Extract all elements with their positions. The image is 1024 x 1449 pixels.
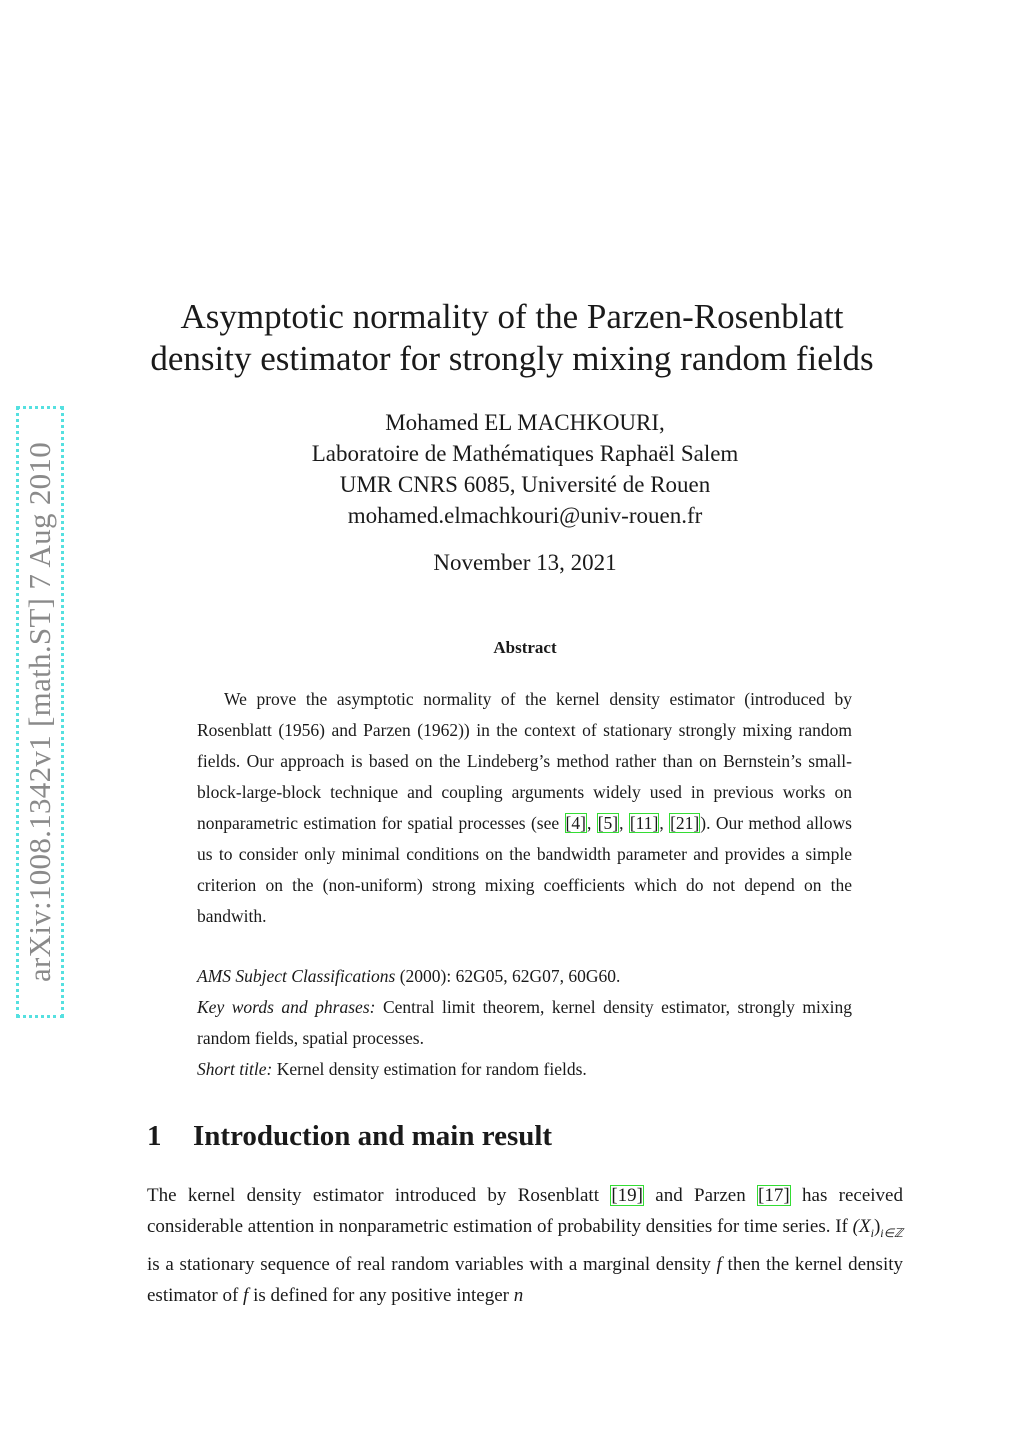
- ams-label: AMS Subject Classifications: [197, 966, 396, 986]
- abstract-text-part-1: We prove the asymptotic normality of the kernel density estimator (introduced by Rosenblatt (1956) and Parzen (1962)) in the context of stationary strongly mixing random fields. Our approach is based on the Lindeberg’s method rather than on Bernstein’s small-block-large-block technique and coupling arguments widely used in previous works on nonparametric estimation for spatial processes (see: [197, 689, 852, 833]
- math-f: f: [716, 1253, 722, 1275]
- math-paren: ): [873, 1216, 881, 1237]
- intro-text: is a stationary sequence of real random variables with a marginal density: [147, 1253, 717, 1275]
- intro-text: and Parzen: [643, 1185, 758, 1206]
- intro-text: is defined for any positive integer: [248, 1284, 514, 1306]
- citation-separator: ,: [659, 813, 670, 833]
- math-sequence: [852, 1216, 903, 1240]
- ams-classification: [197, 961, 852, 992]
- arxiv-identifier: arXiv:1008.1342v1 [math.ST] 7 Aug 2010: [22, 441, 57, 983]
- math-f: f: [243, 1284, 249, 1306]
- citation-link-17[interactable]: [17]: [758, 1185, 790, 1206]
- paper-title-line-2: density estimator for strongly mixing random fields: [150, 339, 874, 378]
- math-x: (X: [852, 1216, 871, 1237]
- intro-text: then the kernel density estimator of: [147, 1253, 904, 1306]
- abstract-text-part-2: ). Our method allows us to consider only minimal conditions on the bandwidth parameter and provides a simple criterion on the (non-uniform) strong mixing coefficients which do not depend on the bandwith.: [197, 813, 852, 926]
- citation-link-5[interactable]: [5]: [597, 813, 619, 833]
- intro-text: The kernel density estimator introduced by Rosenblatt: [147, 1185, 611, 1206]
- section-number: 1: [147, 1120, 162, 1152]
- citation-separator: ,: [619, 813, 629, 833]
- short-title: [197, 1054, 852, 1085]
- citation-link-21[interactable]: [21]: [670, 813, 700, 833]
- short-title-value: Kernel density estimation for random fields.: [272, 1059, 587, 1079]
- short-title-label: Short title:: [197, 1059, 273, 1079]
- author-affiliation: UMR CNRS 6085, Université de Rouen: [339, 472, 711, 497]
- paper-title-line-1: Asymptotic normality of the Parzen-Rosenblatt: [180, 297, 844, 336]
- citation-link-11[interactable]: [11]: [629, 813, 659, 833]
- math-n: n: [513, 1284, 524, 1306]
- section-title: Introduction and main result: [193, 1120, 553, 1152]
- paper-metadata: [197, 961, 852, 1085]
- introduction-paragraph: [147, 1180, 903, 1311]
- keywords-value: Central limit theorem, kernel density estimator, strongly mixing random fields, spatial processes.: [197, 997, 852, 1048]
- author-lab: Laboratoire de Mathématiques Raphaël Salem: [311, 441, 739, 466]
- section-heading: [147, 1120, 552, 1153]
- citation-link-4[interactable]: [4]: [565, 813, 586, 833]
- ams-value: (2000): 62G05, 62G07, 60G60.: [395, 966, 621, 986]
- intro-text: has received considerable attention in nonparametric estimation of probability densities for time series. If: [147, 1185, 903, 1237]
- keywords: [197, 992, 852, 1054]
- citation-separator: ,: [586, 813, 597, 833]
- abstract-text: [197, 684, 852, 932]
- paper-date: November 13, 2021: [433, 550, 617, 575]
- author-name: Mohamed EL MACHKOURI,: [385, 410, 665, 435]
- math-index: i: [870, 1225, 874, 1240]
- abstract-heading: Abstract: [493, 638, 557, 657]
- author-email: mohamed.elmachkouri@univ-rouen.fr: [347, 503, 703, 528]
- math-index-set: i∈ℤ: [880, 1225, 903, 1240]
- citation-link-19[interactable]: [19]: [611, 1185, 643, 1206]
- keywords-label: Key words and phrases:: [197, 997, 376, 1017]
